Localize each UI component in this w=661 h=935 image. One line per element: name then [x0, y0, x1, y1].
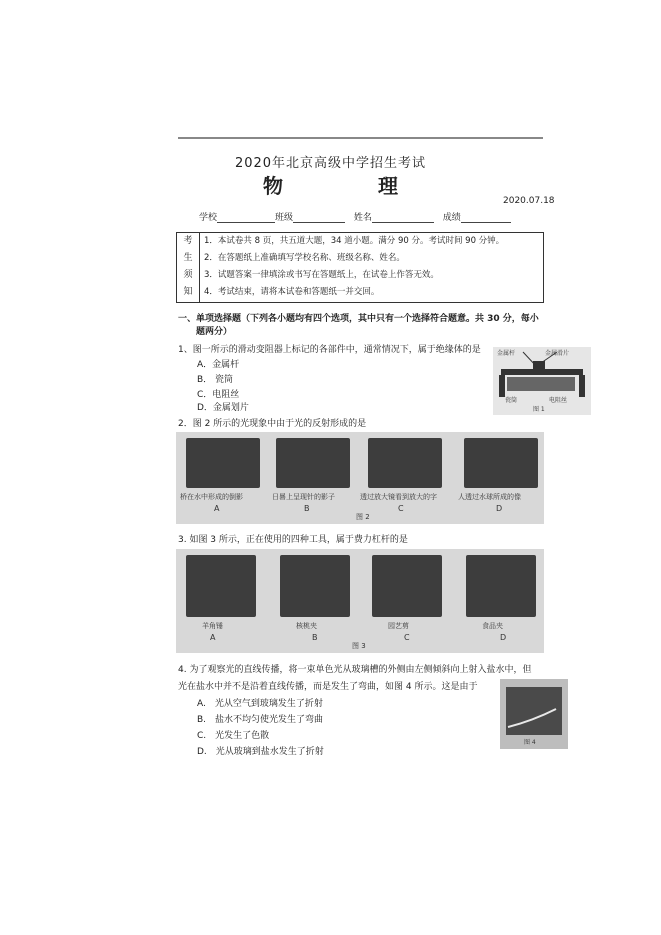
fig3-caption-c: 园艺剪: [388, 622, 409, 630]
fig2-letter-b: B: [304, 504, 310, 513]
fig2-photo-d: [464, 438, 538, 488]
q1-option-c[interactable]: C．电阻丝: [197, 390, 240, 400]
name-blank[interactable]: [372, 212, 434, 223]
exam-title: 2020年北京高级中学招生考试: [234, 156, 427, 171]
notice-item: 2．在答题纸上准确填写学校名称、班级名称、姓名。: [204, 253, 405, 263]
score-blank[interactable]: [461, 212, 511, 223]
notice-item: 4．考试结束，请将本试卷和答题纸一并交回。: [204, 287, 380, 297]
q3-stem: 3. 如图 3 所示，正在使用的四种工具，属于费力杠杆的是: [178, 535, 408, 545]
name-label: 姓名: [353, 213, 372, 223]
top-rule: [178, 137, 543, 139]
fig2-caption: 图 2: [356, 513, 370, 521]
fig1-label-tube: 瓷筒: [505, 397, 518, 404]
fig3-caption-a: 羊角锤: [202, 622, 223, 630]
fig2-photo-b: [276, 438, 350, 488]
exam-date: 2020.07.18: [503, 196, 555, 206]
fig2-letter-c: C: [398, 504, 404, 513]
subject-title: 物 理: [263, 174, 442, 198]
notice-items: [200, 233, 543, 301]
fig2-caption-d: 人透过水球所成的像: [458, 493, 521, 501]
figure-2-strip: [176, 432, 544, 524]
q1-option-a[interactable]: A．金属杆: [197, 360, 240, 370]
score-label: 成绩: [442, 213, 461, 223]
fig3-photo-b: [280, 555, 350, 617]
fig3-caption: 图 3: [352, 642, 366, 650]
notice-item: 1．本试卷共 8 页，共五道大题，34 道小题。满分 90 分。考试时间 90 分钟。: [204, 236, 505, 246]
fig1-caption: 图 1: [533, 406, 545, 413]
notice-side-label: 考 生 须 知: [177, 233, 200, 302]
section-heading: 一、单项选择题（下列各小题均有四个选项，其中只有一个选择符合题意。共 30 分，每小 题两分）: [178, 314, 539, 337]
fig3-letter-b: B: [312, 633, 318, 642]
q4-stem-line2: 光在盐水中并不是沿着直线传播，而是发生了弯曲，如图 4 所示。这是由于: [178, 682, 478, 692]
fig2-caption-b: 日晷上呈现针的影子: [272, 493, 335, 501]
q4-option-a[interactable]: A. 光从空气到玻璃发生了折射: [197, 699, 323, 709]
fig3-photo-a: [186, 555, 256, 617]
q1-stem: 1、图一所示的滑动变阻器上标记的各部件中，通常情况下，属于绝缘体的是: [178, 345, 481, 355]
fig3-photo-c: [372, 555, 442, 617]
school-blank[interactable]: [217, 212, 275, 223]
figure-1-rheostat: [493, 347, 591, 415]
q1-option-d[interactable]: D．金属划片: [197, 403, 249, 413]
q4-option-b[interactable]: B. 盐水不均匀使光发生了弯曲: [197, 715, 324, 725]
fig2-caption-c: 透过放大镜看到放大的字: [360, 493, 437, 501]
fig3-caption-d: 食品夹: [482, 622, 503, 630]
fig3-letter-d: D: [500, 633, 507, 642]
school-label: 学校: [199, 213, 218, 223]
fig3-caption-b: 核桃夹: [296, 622, 317, 630]
fig2-caption-a: 桥在水中形成的倒影: [180, 493, 243, 501]
q4-option-c[interactable]: C. 光发生了色散: [197, 731, 270, 741]
class-label: 班级: [275, 213, 294, 223]
fig4-light-path: [506, 687, 562, 735]
fig2-photo-a: [186, 438, 260, 488]
fig4-caption: 图 4: [524, 739, 536, 746]
q4-stem-line1: 4. 为了观察光的直线传播，将一束单色光从玻璃槽的外侧由左侧倾斜向上射入盐水中，但: [178, 665, 532, 675]
fig2-letter-a: A: [214, 504, 220, 513]
student-info-line: [199, 210, 511, 223]
q4-option-d[interactable]: D. 光从玻璃到盐水发生了折射: [197, 747, 324, 757]
class-blank[interactable]: [293, 212, 345, 223]
figure-3-strip: [176, 549, 544, 653]
fig1-label-slider: 金属滑片: [545, 350, 570, 357]
fig2-letter-d: D: [496, 504, 503, 513]
fig2-photo-c: [368, 438, 442, 488]
fig1-label-rod: 金属杆: [497, 350, 516, 357]
q1-option-b[interactable]: B． 瓷筒: [197, 375, 234, 385]
figure-4-light-bending: [500, 679, 568, 749]
exam-notice-box: [176, 232, 544, 303]
fig3-letter-a: A: [210, 633, 216, 642]
fig3-letter-c: C: [404, 633, 410, 642]
fig3-photo-d: [466, 555, 536, 617]
fig1-label-wire: 电阻丝: [549, 397, 568, 404]
q2-stem: 2．图 2 所示的光现象中由于光的反射形成的是: [178, 419, 367, 429]
notice-item: 3．试题答案一律填涂或书写在答题纸上，在试卷上作答无效。: [204, 270, 439, 280]
